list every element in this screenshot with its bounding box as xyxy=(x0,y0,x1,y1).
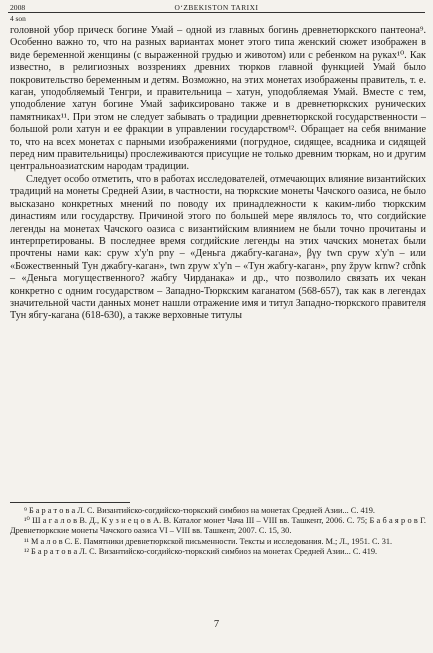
paragraph-1: головной убор прическ богине Умай – одной из главных богинь древнетюркского пантеона⁹. Особенно важно то, что на разных вариантах монет этого типа женский сюжет изображен в виде беременной женщины (с выраженной грудью и животом) или с ребенком на руках¹⁰. Как известно, в религиозных воззрениях древних тюрков главной функцией Умай было покровительство беременным и детям. Возможно, на этих монетах изображены правитель, т. е. каган, уподобляемый Тенгри, и правительница – хатун, уподобляемая Умай. Вместе с тем, уподобление хатун богине Умай зафиксировано также и в древнетюркских рунических памятниках¹¹. При этом не следует забывать о традиции древнетюркской государственности – большой роли хатун и ее фракции в управлении государством¹². Обращает на себя внимание то, что на всех монетах с парными изображениями (погрудное, сидящее, всадника и сидящей перед ним правительницы) прослеживаются присущие не только древним тюркам, но и другим центральноазиатским народам традиции. xyxy=(10,25,426,173)
header-year: 2008 xyxy=(10,3,26,12)
header-rule xyxy=(8,12,425,13)
footnote-10: ¹⁰ Ш а г а л о в В. Д., К у з н е ц о в А. В. Каталог монет Чача III – VIII вв. Ташкент, 2006. С. 75; Б а б а я р о в Г. Древнетюркские монеты Чачского оазиса VI – VIII вв. Ташкент, 2007. С. 15, 30. xyxy=(10,516,426,536)
footnote-12: ¹² Б а р а т о в а Л. С. Византийско-согдийско-тюркский симбиоз на монетах Средней Азии... С. 419. xyxy=(24,546,378,556)
journal-title: O‘ZBEKISTON TARIXI xyxy=(174,3,259,12)
footnotes xyxy=(10,506,426,557)
footnote-11: ¹¹ М а л о в С. Е. Памятники древнетюркской письменности. Тексты и исследования. М.; Л., 1951. С. 31. xyxy=(24,536,393,546)
page-number: 7 xyxy=(213,619,220,630)
footnote-rule xyxy=(10,502,130,503)
issue-number: 4 son xyxy=(10,14,26,23)
article-body xyxy=(10,25,426,323)
footnote-9: ⁹ Б а р а т о в а Л. С. Византийско-согдийско-тюркский симбиоз на монетах Средней Азии... С. 419. xyxy=(24,506,375,515)
paragraph-2: Следует особо отметить, что в работах исследователей, отмечающих влияние византийских традиций на монеты Средней Азии, в частности, на тюркские монеты Чачского оазиса, не было высказано конкретных мнений по поводу их принадлежности к каким-либо тюркским династиям или государству. Причиной этого по большей мере являлось то, что согдийские легенды на монетах Чачского оазиса с византийским влиянием не были точно прочитаны и интерпретированы. В последнее время согдийские легенды на этих чачских монетах были прочтены нами как: cpyw x'y'n pny – «Деньга джабгу-кагана», βγy twn cpyw x'y'n – или «Божественный Тун джабгу-каган», twn zpyw x'y'n – «Тун жабгу-каган», pny žpyw krnw? crðnk – «Деньга могущественного? жабгу Чирданака» и др., что позволило связать их чекан конкретно с одним государством – Западно-Тюркским каганатом (568-657), так как в легендах значительной части данных монет нашли отражение имя и титул Западно-тюркского правителя Тун ябгу-кагана (618-630), а также верховные титулы xyxy=(10,173,426,322)
